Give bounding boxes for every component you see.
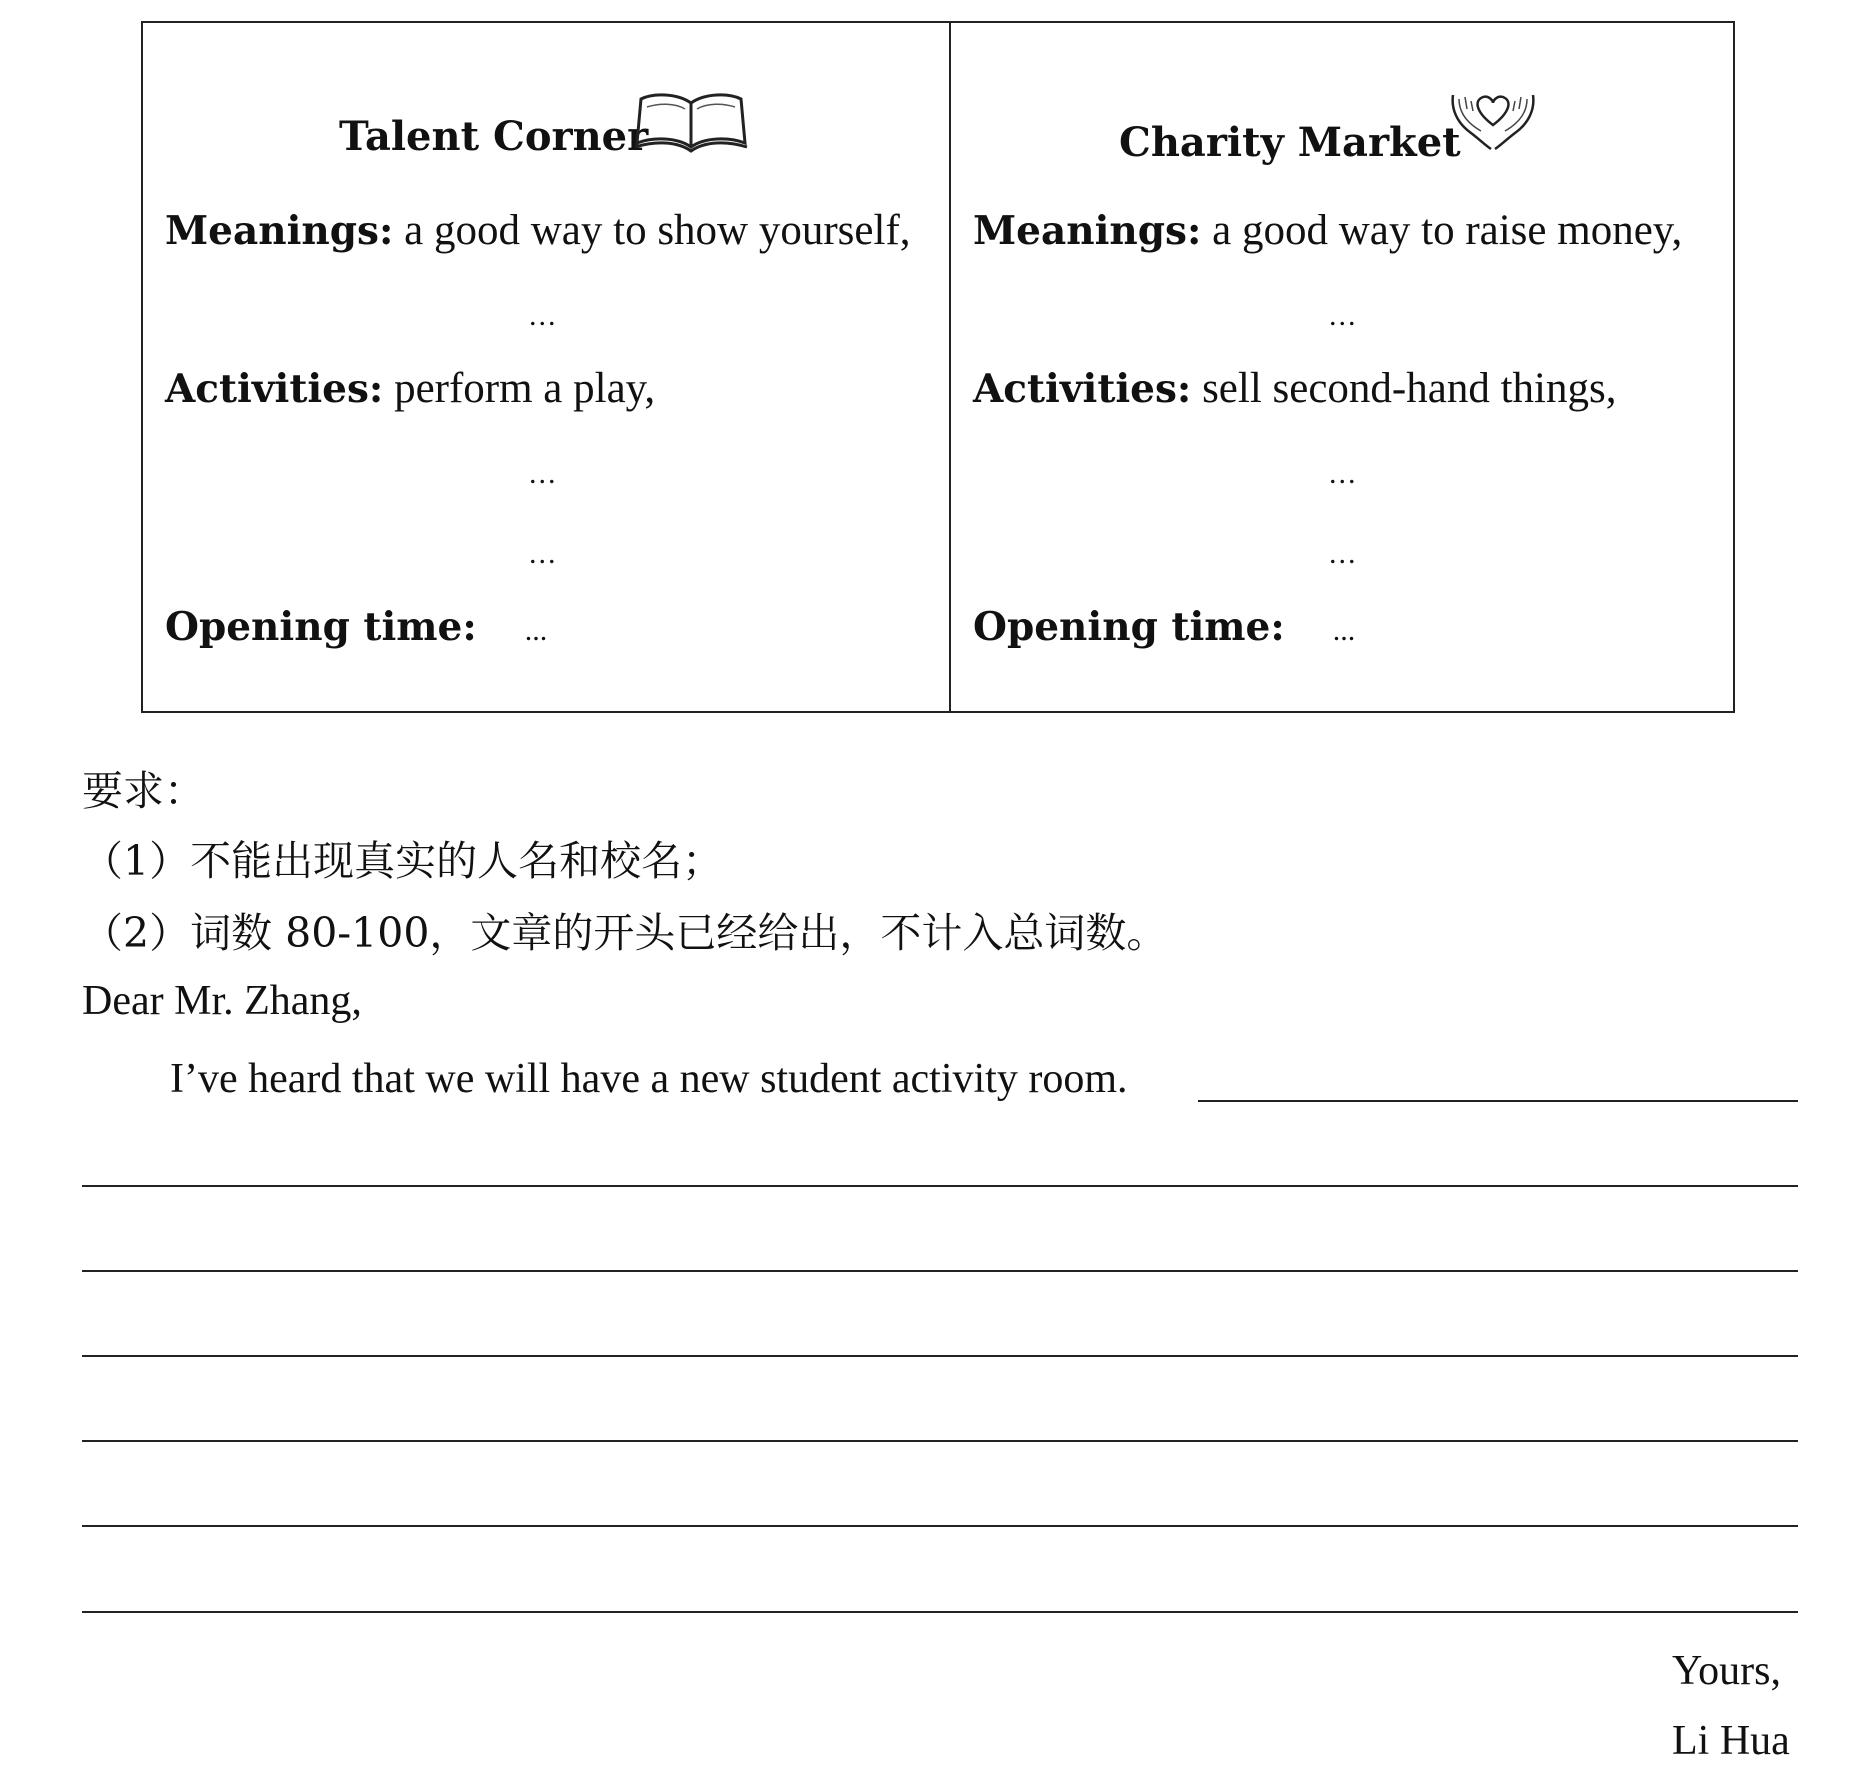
talent-corner-column xyxy=(143,23,949,711)
charity-meanings-label: Meanings: xyxy=(973,208,1202,254)
letter-closing: Yours, xyxy=(1672,1648,1781,1694)
charity-activities-label: Activities: xyxy=(973,366,1192,412)
letter-opening-sentence: I’ve heard that we will have a new student activity room. xyxy=(170,1056,1128,1102)
open-book-icon xyxy=(633,89,749,153)
talent-corner-title: Talent Corner xyxy=(339,113,649,160)
talent-activities-label: Activities: xyxy=(165,366,384,412)
writing-line-3[interactable] xyxy=(82,1270,1798,1272)
writing-line-6[interactable] xyxy=(82,1525,1798,1527)
writing-line-2[interactable] xyxy=(82,1185,1798,1187)
requirement-item-2: （2）词数 80-100，文章的开头已经给出，不计入总词数。 xyxy=(82,909,1168,957)
talent-ellipsis-2: ... xyxy=(529,457,558,490)
talent-activities xyxy=(165,364,655,413)
writing-line-7[interactable] xyxy=(82,1611,1798,1613)
talent-meanings-text: a good way to show yourself, xyxy=(393,207,911,254)
letter-salutation: Dear Mr. Zhang, xyxy=(82,978,362,1024)
requirements-heading: 要求： xyxy=(82,767,205,815)
talent-activities-text: perform a play, xyxy=(383,365,656,412)
talent-meanings xyxy=(165,206,911,255)
charity-meanings xyxy=(973,206,1682,255)
requirement-item-1: （1）不能出现真实的人名和校名； xyxy=(82,837,724,885)
talent-meanings-label: Meanings: xyxy=(165,208,394,254)
writing-line-5[interactable] xyxy=(82,1440,1798,1442)
info-table xyxy=(141,21,1735,713)
talent-ellipsis-3: ... xyxy=(529,537,558,570)
charity-opening-label: Opening time: xyxy=(973,604,1285,650)
charity-market-title: Charity Market xyxy=(1119,119,1461,166)
charity-opening-value: ... xyxy=(1332,614,1356,647)
charity-activities-text: sell second-hand things, xyxy=(1191,365,1617,412)
charity-opening-time xyxy=(973,602,1355,651)
charity-ellipsis-1: ... xyxy=(1329,299,1358,332)
charity-ellipsis-2: ... xyxy=(1329,457,1358,490)
charity-meanings-text: a good way to raise money, xyxy=(1201,207,1683,254)
charity-ellipsis-3: ... xyxy=(1329,537,1358,570)
writing-line-4[interactable] xyxy=(82,1355,1798,1357)
talent-opening-label: Opening time: xyxy=(165,604,477,650)
letter-signature: Li Hua xyxy=(1672,1718,1790,1764)
charity-activities xyxy=(973,364,1616,413)
talent-opening-time xyxy=(165,602,547,651)
talent-ellipsis-1: ... xyxy=(529,299,558,332)
writing-line-1[interactable] xyxy=(1198,1100,1798,1102)
talent-opening-value: ... xyxy=(524,614,548,647)
charity-market-column xyxy=(951,23,1735,711)
heart-hands-icon xyxy=(1447,89,1539,153)
